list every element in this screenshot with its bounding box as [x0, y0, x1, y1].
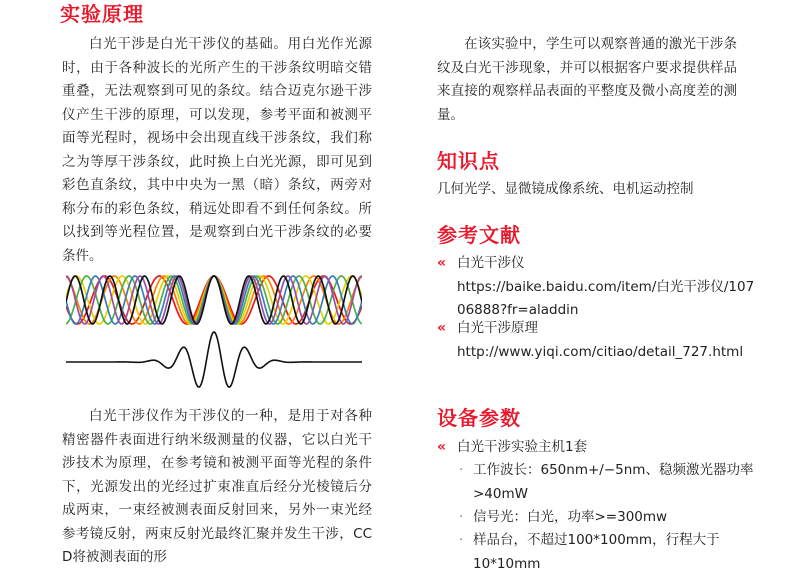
reference-item [437, 252, 757, 323]
reference-item [437, 317, 757, 364]
principle-heading: 实验原理 [60, 2, 144, 26]
references-heading: 参考文献 [437, 223, 521, 247]
equipment-spec-text: 工作波长：650nm+/−5nm、稳频激光器功率>40mW [473, 462, 754, 502]
colored-interference-waves [66, 276, 362, 324]
equipment-title: 白光干涉实验主机1套 [457, 439, 588, 455]
reference-title: 白光干涉仪 [457, 255, 525, 271]
bullet-dot: · [459, 532, 464, 548]
equipment-spec-item [437, 506, 773, 530]
knowledge-text: 几何光学、显微镜成像系统、电机运动控制 [437, 181, 694, 197]
white-light-fringe-curve [66, 332, 362, 387]
reference-title: 白光干涉原理 [457, 320, 538, 336]
chevron-icon: « [437, 255, 444, 271]
principle-paragraph: 白光干涉是白光干涉仪的基础。用白光作光源时，由于各种波长的光所产生的干涉条纹明暗交错重叠，无法观察到可见的条纹。结合迈克尔逊干涉仪产生干涉的原理，可以发现，参考平面和被测平面等光程时，视场中会出现直线干涉条纹，我们称之为等厚干涉条纹，此时换上白光光源，即可见到彩色直条纹，其中中央为一黑（暗）条纹，两旁对称分布的彩色条纹，稍远处即看不到任何条纹。所以找到等光程位置，是观察到白光干涉条纹的必要条件。 [62, 36, 372, 264]
chevron-icon: « [437, 439, 444, 455]
equipment-spec-item [437, 529, 773, 576]
reference-link[interactable]: https://baike.baidu.com/item/白光干涉仪/10706888?fr=aladdin [457, 278, 755, 318]
equipment-spec-text: 样品台，不超过100*100mm，行程大于10*10mm [473, 532, 720, 572]
bullet-dot: · [459, 509, 464, 525]
interferometer-paragraph: 白光干涉仪作为干涉仪的一种，是用于对各种精密器件表面进行纳米级测量的仪器，它以白光干涉技术为原理，在参考镜和被测平面等光程的条件下，光源发出的光经过扩束准直后经分光棱镜后分成两束，一束经被测表面反射回来，另外一束光经参考镜反射，两束反射光最终汇聚并发生干涉，CCD将被测表面的形 [62, 408, 372, 565]
bullet-dot: · [459, 462, 464, 478]
interference-diagram [66, 267, 362, 397]
reference-link[interactable]: http://www.yiqi.com/citiao/detail_727.html [457, 343, 744, 360]
equipment-spec-text: 信号光：白光，功率>=300mw [473, 509, 668, 525]
equipment-spec-item [437, 459, 773, 506]
equipment-heading: 设备参数 [437, 406, 521, 430]
knowledge-heading: 知识点 [437, 149, 500, 173]
chevron-icon: « [437, 320, 444, 336]
equipment-main-item [437, 436, 757, 460]
experiment-paragraph: 在该实验中，学生可以观察普通的激光干涉条纹及白光干涉现象，并可以根据客户要求提供样品来直接的观察样品表面的平整度及微小高度差的测量。 [437, 36, 737, 123]
